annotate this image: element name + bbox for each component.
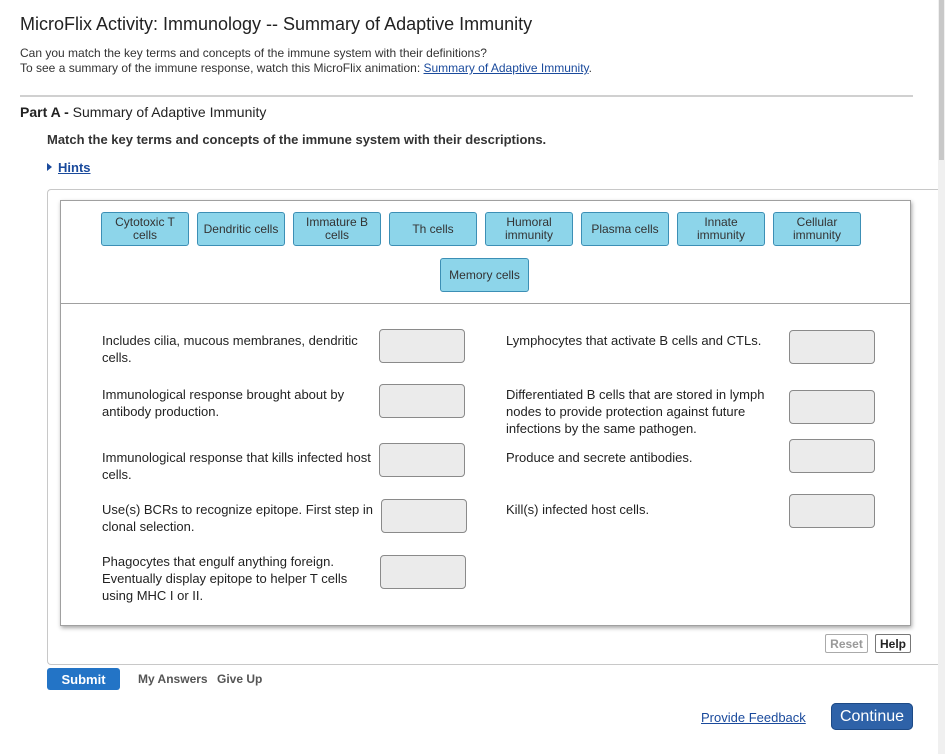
drop-zone-left-1[interactable] [379,329,465,363]
instruction-text: Match the key terms and concepts of the immune system with their descriptions. [47,132,547,147]
target-desc-right-3: Produce and secrete antibodies. [506,450,693,465]
animation-link[interactable]: Summary of Adaptive Immunity [423,61,589,75]
tile-dendritic-cells[interactable]: Dendritic cells [197,212,285,246]
drop-zone-right-1[interactable] [789,330,875,364]
target-desc-right-1: Lymphocytes that activate B cells and CTLs. [506,333,762,348]
tile-immature-b-cells[interactable]: Immature B cells [293,212,381,246]
drop-zone-right-3[interactable] [789,439,875,473]
tile-cytotoxic-t-cells[interactable]: Cytotoxic T cells [101,212,189,246]
tile-innate-immunity[interactable]: Innate immunity [677,212,765,246]
tile-cellular-immunity[interactable]: Cellular immunity [773,212,861,246]
target-desc-left-1: Includes cilia, mucous membranes, dendritic cells. [102,333,358,365]
hints-link[interactable]: Hints [58,160,91,175]
intro-line-2-prefix: To see a summary of the immune response, watch this MicroFlix animation: [20,61,424,75]
part-title: Summary of Adaptive Immunity [72,104,267,120]
submit-button[interactable]: Submit [47,668,120,690]
intro-line-1: Can you match the key terms and concepts of the immune system with their definitions? [20,46,487,60]
drop-zone-left-5[interactable] [380,555,466,589]
part-label: Part A - [20,104,69,120]
target-desc-right-2: Differentiated B cells that are stored in lymph nodes to provide protection against future infections by the same pathogen. [506,387,765,436]
reset-button[interactable]: Reset [825,634,868,653]
tile-memory-cells[interactable]: Memory cells [440,258,529,292]
target-desc-left-3: Immunological response that kills infected host cells. [102,450,371,482]
provide-feedback-link[interactable]: Provide Feedback [701,710,806,725]
tile-bank-divider [60,303,911,304]
page-title: MicroFlix Activity: Immunology -- Summary of Adaptive Immunity [20,14,533,34]
target-desc-right-4: Kill(s) infected host cells. [506,502,650,517]
my-answers-link[interactable]: My Answers [138,672,208,686]
target-desc-left-4: Use(s) BCRs to recognize epitope. First step in clonal selection. [102,502,373,534]
continue-button[interactable]: Continue [831,703,913,730]
drop-zone-left-2[interactable] [379,384,465,418]
target-desc-left-2: Immunological response brought about by antibody production. [102,387,345,419]
intro-text [20,46,592,76]
drop-zone-left-4[interactable] [381,499,467,533]
tile-th-cells[interactable]: Th cells [389,212,477,246]
intro-line-2 [20,61,592,76]
tile-humoral-immunity[interactable]: Humoral immunity [485,212,573,246]
drop-zone-right-2[interactable] [789,390,875,424]
caret-right-icon [47,163,52,171]
tile-plasma-cells[interactable]: Plasma cells [581,212,669,246]
drop-zone-right-4[interactable] [789,494,875,528]
part-heading [20,104,266,120]
target-desc-left-5: Phagocytes that engulf anything foreign. Eventually display epitope to helper T cells using MHC I or II. [102,554,348,603]
header-divider [20,95,913,97]
scrollbar-thumb[interactable] [939,0,944,160]
hints-toggle[interactable] [47,160,91,175]
give-up-link[interactable]: Give Up [217,672,263,686]
help-button[interactable]: Help [875,634,911,653]
drop-zone-left-3[interactable] [379,443,465,477]
intro-suffix: . [588,61,593,75]
